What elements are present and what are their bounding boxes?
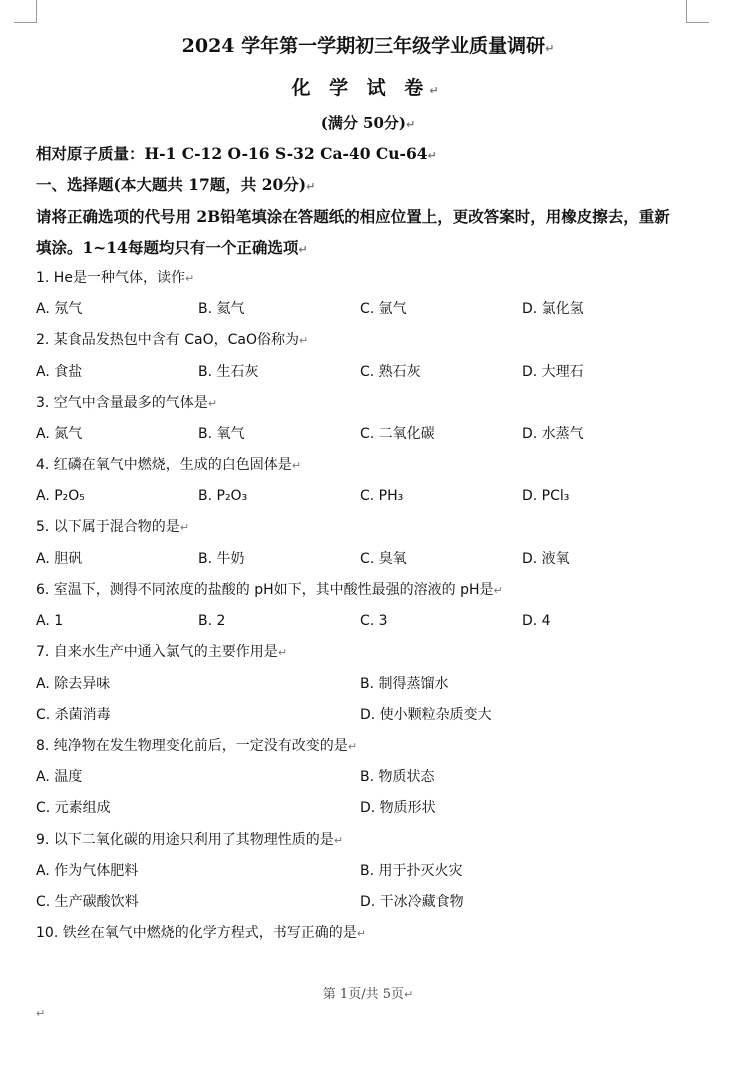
q6-option-b: B. 2 — [198, 613, 226, 629]
q8-option-a: A. 温度 — [36, 769, 83, 785]
q4-option-b: B. P₂O₃ — [198, 488, 248, 504]
q2-option-c: C. 熟石灰 — [360, 364, 421, 380]
q3-option-a: A. 氮气 — [36, 426, 83, 442]
q2-option-a: A. 食盐 — [36, 364, 83, 380]
q7-option-d: D. 使小颗粒杂质变大 — [360, 707, 492, 723]
q1-option-c: C. 氩气 — [360, 301, 407, 317]
q1-option-a: A. 氖气 — [36, 301, 83, 317]
instruction-line-1: 请将正确选项的代号用 2B铅笔填涂在答题纸的相应位置上，更改答案时，用橡皮擦去，重新 — [36, 207, 670, 226]
crop-mark-top-left — [14, 0, 37, 23]
q7-option-b: B. 制得蒸馏水 — [360, 676, 449, 692]
q6-option-d: D. 4 — [522, 613, 551, 629]
question-5: 5. 以下属于混合物的是↵ — [36, 519, 190, 535]
q2-option-b: B. 生石灰 — [198, 364, 259, 380]
paper-subtitle: 化 学 试 卷↵ — [291, 77, 445, 99]
q3-option-c: C. 二氧化碳 — [360, 426, 435, 442]
question-4: 4. 红磷在氧气中燃烧，生成的白色固体是↵ — [36, 457, 302, 473]
page-title: 2024 学年第一学期初三年级学业质量调研↵ — [181, 35, 555, 57]
q9-option-a: A. 作为气体肥料 — [36, 863, 139, 879]
question-3: 3. 空气中含量最多的气体是↵ — [36, 395, 218, 411]
q2-option-d: D. 大理石 — [522, 364, 584, 380]
q9-option-b: B. 用于扑灭火灾 — [360, 863, 463, 879]
question-9: 9. 以下二氧化碳的用途只利用了其物理性质的是↵ — [36, 832, 344, 848]
question-2: 2. 某食品发热包中含有 CaO，CaO俗称为↵ — [36, 332, 309, 348]
q5-option-d: D. 液氧 — [522, 551, 570, 567]
q1-option-b: B. 氦气 — [198, 301, 245, 317]
q1-option-d: D. 氯化氢 — [522, 301, 584, 317]
atomic-mass: 相对原子质量：H-1 C-12 O-16 S-32 Ca-40 Cu-64↵ — [36, 144, 437, 163]
q7-option-a: A. 除去异味 — [36, 676, 111, 692]
question-6: 6. 室温下，测得不同浓度的盐酸的 pH如下，其中酸性最强的溶液的 pH是↵ — [36, 582, 503, 598]
q5-option-b: B. 牛奶 — [198, 551, 245, 567]
q9-option-c: C. 生产碳酸饮料 — [36, 894, 139, 910]
q4-option-d: D. PCl₃ — [522, 488, 570, 504]
q8-option-c: C. 元素组成 — [36, 800, 111, 816]
q4-option-a: A. P₂O₅ — [36, 488, 85, 504]
question-1: 1. He是一种气体，读作↵ — [36, 270, 195, 286]
section-title: 一、选择题(本大题共 17题，共 20分)↵ — [36, 175, 316, 194]
page-number-footer: 第 1页/共 5页↵ — [322, 987, 414, 1002]
q8-option-b: B. 物质状态 — [360, 769, 435, 785]
full-score: (满分 50分)↵ — [320, 114, 416, 132]
end-paragraph-mark: ↵ — [36, 1007, 46, 1020]
q3-option-b: B. 氧气 — [198, 426, 245, 442]
q5-option-c: C. 臭氧 — [360, 551, 407, 567]
q3-option-d: D. 水蒸气 — [522, 426, 584, 442]
q6-option-a: A. 1 — [36, 613, 64, 629]
question-8: 8. 纯净物在发生物理变化前后，一定没有改变的是↵ — [36, 738, 358, 754]
q9-option-d: D. 干冰冷藏食物 — [360, 894, 464, 910]
q7-option-c: C. 杀菌消毒 — [36, 707, 111, 723]
question-7: 7. 自来水生产中通入氯气的主要作用是↵ — [36, 644, 288, 660]
q5-option-a: A. 胆矾 — [36, 551, 83, 567]
instruction-line-2: 填涂。1~14每题均只有一个正确选项↵ — [36, 238, 308, 257]
q4-option-c: C. PH₃ — [360, 488, 404, 504]
q6-option-c: C. 3 — [360, 613, 388, 629]
question-10: 10. 铁丝在氧气中燃烧的化学方程式，书写正确的是↵ — [36, 925, 366, 941]
q8-option-d: D. 物质形状 — [360, 800, 436, 816]
crop-mark-top-right — [686, 0, 709, 23]
